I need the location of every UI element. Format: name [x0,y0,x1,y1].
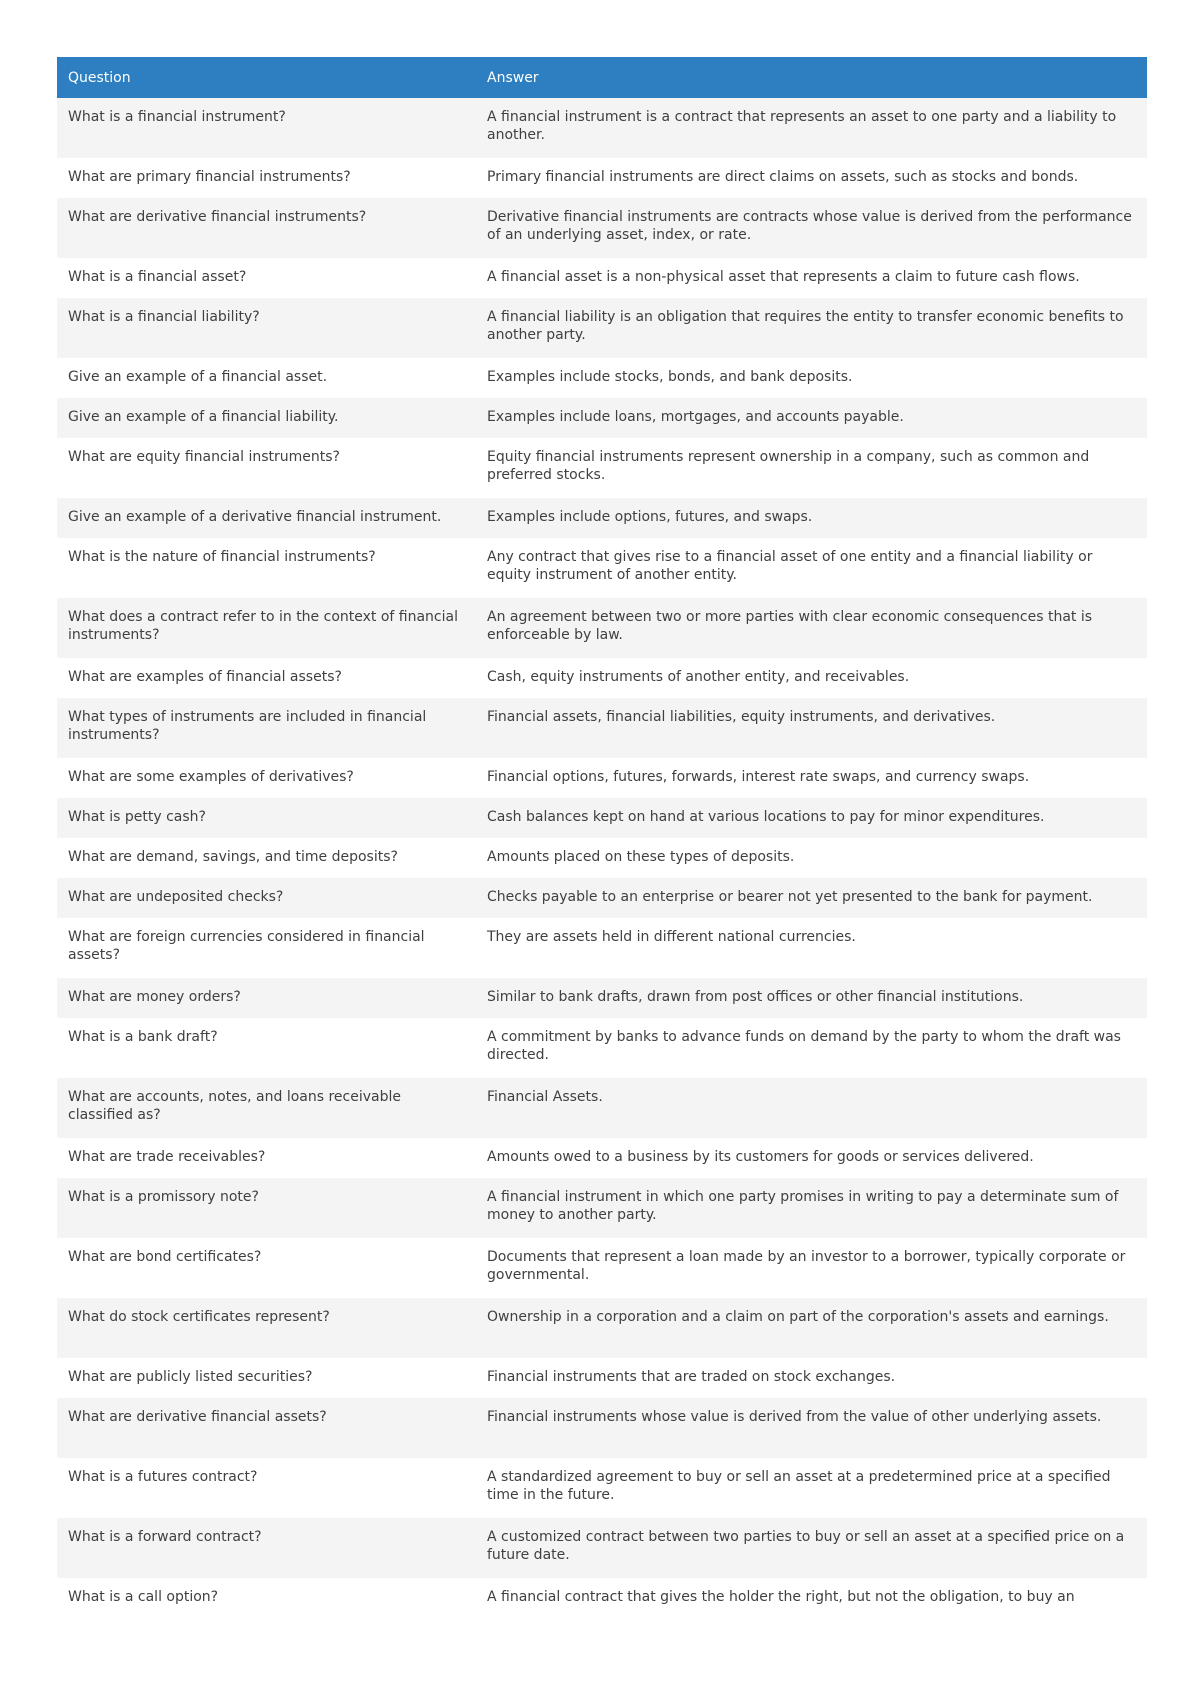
answer-cell: Cash, equity instruments of another entity, and receivables. [476,658,1147,698]
table-row [57,878,1147,918]
answer-cell: Checks payable to an enterprise or bearer not yet presented to the bank for payment. [476,878,1147,918]
header-row [57,57,1147,98]
question-cell: What are undeposited checks? [57,878,476,918]
question-cell: What are derivative financial instruments? [57,198,476,258]
table-row [57,198,1147,258]
question-cell: What are examples of financial assets? [57,658,476,698]
question-cell: What is a futures contract? [57,1458,476,1518]
answer-cell: Examples include options, futures, and swaps. [476,498,1147,538]
qa-table-header [57,57,1147,98]
table-row [57,1238,1147,1298]
table-row [57,398,1147,438]
question-cell: What is a bank draft? [57,1018,476,1078]
table-row [57,1138,1147,1178]
table-row [57,98,1147,158]
answer-cell: A financial liability is an obligation that requires the entity to transfer economic benefits to another party. [476,298,1147,358]
answer-cell: Amounts owed to a business by its customers for goods or services delivered. [476,1138,1147,1178]
answer-cell: Financial instruments whose value is derived from the value of other underlying assets. [476,1398,1147,1458]
question-cell: What is a financial asset? [57,258,476,298]
question-cell: What are derivative financial assets? [57,1398,476,1458]
table-row [57,1018,1147,1078]
question-cell: What types of instruments are included in financial instruments? [57,698,476,758]
question-cell: What is a financial instrument? [57,98,476,158]
table-row [57,1178,1147,1238]
question-cell: What are accounts, notes, and loans receivable classified as? [57,1078,476,1138]
answer-column-header: Answer [476,57,1147,98]
question-cell: What are trade receivables? [57,1138,476,1178]
answer-cell: A financial instrument in which one party promises in writing to pay a determinate sum of money to another party. [476,1178,1147,1238]
answer-cell: A financial contract that gives the holder the right, but not the obligation, to buy an [476,1578,1147,1618]
question-cell: Give an example of a financial asset. [57,358,476,398]
table-row [57,1358,1147,1398]
table-row [57,758,1147,798]
answer-cell: They are assets held in different national currencies. [476,918,1147,978]
question-cell: What are foreign currencies considered in financial assets? [57,918,476,978]
table-row [57,658,1147,698]
table-row [57,978,1147,1018]
question-cell: What are some examples of derivatives? [57,758,476,798]
question-cell: Give an example of a financial liability. [57,398,476,438]
table-row [57,1398,1147,1458]
question-cell: Give an example of a derivative financial instrument. [57,498,476,538]
table-row [57,158,1147,198]
question-cell: What are demand, savings, and time deposits? [57,838,476,878]
answer-cell: A financial asset is a non-physical asset that represents a claim to future cash flows. [476,258,1147,298]
table-row [57,358,1147,398]
question-cell: What is a forward contract? [57,1518,476,1578]
answer-cell: Equity financial instruments represent ownership in a company, such as common and preferred stocks. [476,438,1147,498]
question-cell: What are money orders? [57,978,476,1018]
answer-cell: Examples include loans, mortgages, and accounts payable. [476,398,1147,438]
answer-cell: Derivative financial instruments are contracts whose value is derived from the performance of an underlying asset, index, or rate. [476,198,1147,258]
table-row [57,838,1147,878]
table-row [57,798,1147,838]
table-row [57,258,1147,298]
table-row [57,498,1147,538]
answer-cell: Financial options, futures, forwards, interest rate swaps, and currency swaps. [476,758,1147,798]
table-row [57,1298,1147,1358]
question-cell: What is a promissory note? [57,1178,476,1238]
question-cell: What are publicly listed securities? [57,1358,476,1398]
answer-cell: Any contract that gives rise to a financial asset of one entity and a financial liability or equity instrument of another entity. [476,538,1147,598]
answer-cell: Financial Assets. [476,1078,1147,1138]
qa-table [57,57,1147,1618]
question-cell: What does a contract refer to in the context of financial instruments? [57,598,476,658]
question-cell: What do stock certificates represent? [57,1298,476,1358]
table-row [57,438,1147,498]
question-cell: What are equity financial instruments? [57,438,476,498]
answer-cell: Ownership in a corporation and a claim on part of the corporation's assets and earnings. [476,1298,1147,1358]
table-row [57,918,1147,978]
answer-cell: A customized contract between two parties to buy or sell an asset at a specified price on a future date. [476,1518,1147,1578]
answer-cell: A standardized agreement to buy or sell an asset at a predetermined price at a specified time in the future. [476,1458,1147,1518]
table-row [57,1518,1147,1578]
answer-cell: Financial assets, financial liabilities, equity instruments, and derivatives. [476,698,1147,758]
table-row [57,698,1147,758]
table-row [57,1078,1147,1138]
answer-cell: An agreement between two or more parties with clear economic consequences that is enforceable by law. [476,598,1147,658]
answer-cell: Amounts placed on these types of deposits. [476,838,1147,878]
answer-cell: A commitment by banks to advance funds on demand by the party to whom the draft was directed. [476,1018,1147,1078]
answer-cell: Cash balances kept on hand at various locations to pay for minor expenditures. [476,798,1147,838]
answer-cell: Documents that represent a loan made by an investor to a borrower, typically corporate or governmental. [476,1238,1147,1298]
table-row [57,538,1147,598]
table-row [57,1458,1147,1518]
answer-cell: A financial instrument is a contract that represents an asset to one party and a liability to another. [476,98,1147,158]
answer-cell: Primary financial instruments are direct claims on assets, such as stocks and bonds. [476,158,1147,198]
table-row [57,598,1147,658]
answer-cell: Examples include stocks, bonds, and bank deposits. [476,358,1147,398]
question-cell: What is petty cash? [57,798,476,838]
qa-table-body [57,98,1147,1618]
answer-cell: Similar to bank drafts, drawn from post offices or other financial institutions. [476,978,1147,1018]
answer-cell: Financial instruments that are traded on stock exchanges. [476,1358,1147,1398]
question-cell: What is a call option? [57,1578,476,1618]
table-row [57,298,1147,358]
question-cell: What are bond certificates? [57,1238,476,1298]
table-row [57,1578,1147,1618]
question-cell: What are primary financial instruments? [57,158,476,198]
question-column-header: Question [57,57,476,98]
question-cell: What is a financial liability? [57,298,476,358]
question-cell: What is the nature of financial instruments? [57,538,476,598]
